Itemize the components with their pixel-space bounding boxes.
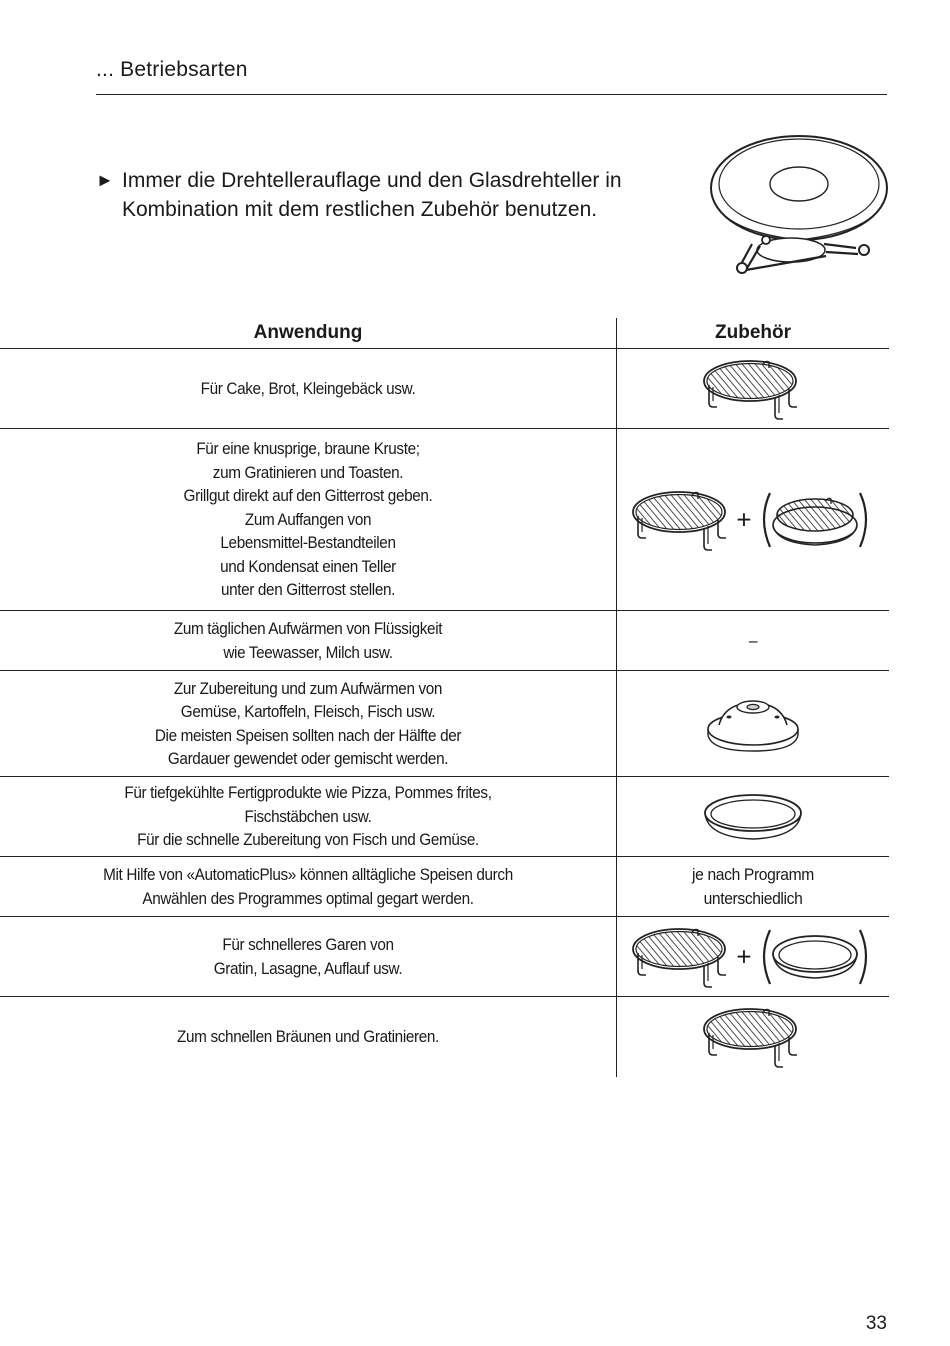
table-row — [0, 917, 889, 997]
table-row — [0, 671, 889, 777]
crisp-plate-icon — [702, 791, 804, 843]
grill-rack-icon — [703, 1005, 803, 1069]
bullet-arrow-icon: ► — [96, 170, 114, 190]
plus-sign: + — [736, 504, 752, 534]
table-row — [0, 997, 889, 1077]
anwendung-text: Zum täglichen Aufwärmen von Flüssigkeit wie Teewasser, Milch usw. — [173, 619, 443, 662]
anwendung-text: Mit Hilfe von «AutomaticPlus» können alltägliche Speisen durch Anwählen des Programmes optimal gegart werden. — [103, 865, 513, 908]
intro-text: Immer die Drehtellerauflage und den Glasdrehteller in Kombination mit dem restlichen Zubehör benutzen. — [122, 169, 622, 221]
zubehoer-text: je nach Programm unterschiedlich — [692, 865, 814, 908]
anwendung-text: Für eine knusprige, braune Kruste; zum Gratinieren und Toasten. Grillgut direkt auf den Gitterrost geben. Zum Auffangen von Lebensmittel-Bestandteilen und Kondensat einen Teller unter den Gitterrost stellen. — [183, 439, 433, 600]
grill-rack-icon — [632, 925, 732, 989]
anwendung-text: Für tiefgekühlte Fertigprodukte wie Pizza, Pommes frites, Fischstäbchen usw. Für die schnelle Zubereitung von Fisch und Gemüse. — [124, 783, 492, 850]
table-row — [0, 429, 889, 611]
anwendung-text: Für schnelleres Garen von Gratin, Lasagne, Auflauf usw. — [213, 935, 403, 978]
crisp-plate-icon — [756, 926, 874, 988]
section-title: ... Betriebsarten — [96, 58, 248, 81]
grill-rack-icon — [632, 488, 732, 552]
table-row — [0, 857, 889, 917]
rack-on-plate-icon — [756, 489, 874, 551]
grill-rack-icon — [703, 357, 803, 421]
col-header-zubehoer: Zubehör — [617, 318, 890, 349]
col-header-anwendung: Anwendung — [253, 322, 363, 343]
table-row — [0, 349, 889, 429]
table-row — [0, 777, 889, 857]
anwendung-text: Zum schnellen Bräunen und Gratinieren. — [177, 1027, 439, 1046]
table-row — [0, 611, 889, 671]
page-number: 33 — [865, 1313, 887, 1334]
cover-lid-icon — [705, 693, 801, 755]
accessory-table — [0, 318, 889, 1077]
turntable-icon — [706, 122, 894, 282]
plus-sign: + — [736, 941, 752, 971]
grill-rack-plus-crisp-plate-icon — [617, 917, 890, 997]
anwendung-text: Zur Zubereitung und zum Aufwärmen von Gemüse, Kartoffeln, Fleisch, Fisch usw. Die meisten Speisen sollten nach der Hälfte der Gardauer gewendet oder gemischt werden. — [154, 678, 462, 768]
grill-rack-plus-plate-icon — [617, 429, 890, 611]
zubehoer-text: – — [748, 630, 758, 650]
page-header — [96, 58, 887, 95]
anwendung-text: Für Cake, Brot, Kleingebäck usw. — [200, 378, 416, 398]
